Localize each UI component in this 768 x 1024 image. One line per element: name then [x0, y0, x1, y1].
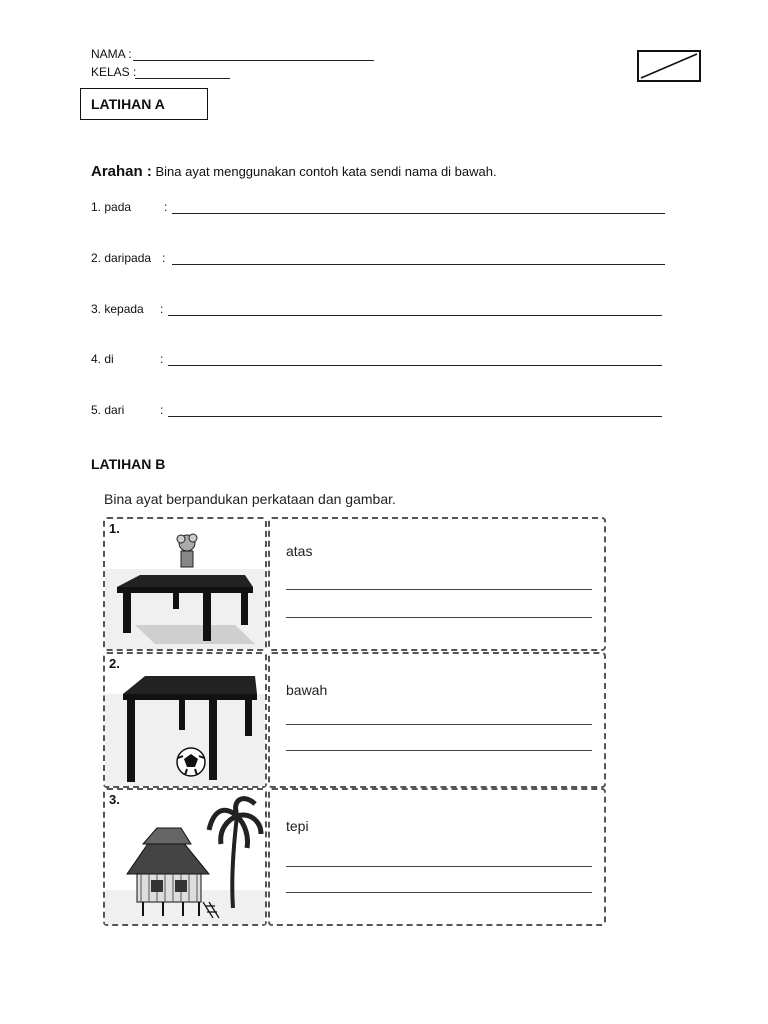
item-colon: :: [162, 251, 166, 265]
answer-line-pada[interactable]: [172, 213, 665, 214]
answer-line[interactable]: [286, 866, 592, 867]
picture-cell-2: [103, 652, 267, 788]
answer-line-daripada[interactable]: [172, 264, 665, 265]
item-colon: :: [164, 200, 168, 214]
table-with-vase-icon: [105, 519, 265, 649]
picture-cell-1: [103, 517, 267, 651]
picture-cell-3: [103, 788, 267, 926]
item-label-dari: 5. dari: [91, 403, 125, 417]
nama-field[interactable]: [133, 60, 374, 61]
answer-line[interactable]: [286, 617, 592, 618]
item-label-daripada: 2. daripada: [91, 251, 152, 265]
answer-line[interactable]: [286, 892, 592, 893]
arahan-text: Bina ayat menggunakan contoh kata sendi nama di bawah.: [155, 164, 497, 179]
keyword-atas: atas: [286, 543, 313, 559]
answer-line-kepada[interactable]: [168, 315, 662, 316]
score-divider-line: [639, 52, 699, 80]
item-colon: :: [160, 302, 164, 316]
item-number: 1.: [109, 521, 120, 536]
table-with-ball-icon: [105, 654, 265, 786]
house-with-palm-tree-icon: [105, 790, 265, 924]
answer-cell-1[interactable]: [268, 517, 606, 651]
nama-label: NAMA :: [91, 47, 132, 61]
answer-line-dari[interactable]: [168, 416, 662, 417]
item-number: 2.: [109, 656, 120, 671]
arahan: [91, 163, 497, 180]
arahan-label: Arahan :: [91, 163, 152, 180]
answer-cell-3[interactable]: [268, 788, 606, 926]
item-colon: :: [160, 352, 164, 366]
keyword-tepi: tepi: [286, 818, 309, 834]
latihan-a-box: [80, 88, 208, 120]
latihan-a-title: LATIHAN A: [91, 96, 165, 112]
answer-line-di[interactable]: [168, 365, 662, 366]
kelas-field[interactable]: [135, 78, 230, 79]
item-label-pada: 1. pada: [91, 200, 132, 214]
kelas-label: KELAS :: [91, 65, 137, 79]
keyword-bawah: bawah: [286, 682, 328, 698]
answer-line[interactable]: [286, 724, 592, 725]
item-label-kepada: 3. kepada: [91, 302, 144, 316]
item-colon: :: [160, 403, 164, 417]
answer-line[interactable]: [286, 750, 592, 751]
score-box[interactable]: [637, 50, 701, 82]
item-number: 3.: [109, 792, 120, 807]
item-label-di: 4. di: [91, 352, 114, 366]
answer-cell-2[interactable]: [268, 652, 606, 788]
latihan-b-instruction: Bina ayat berpandukan perkataan dan gambar.: [104, 491, 396, 507]
latihan-b-title: LATIHAN B: [91, 456, 166, 472]
answer-line[interactable]: [286, 589, 592, 590]
